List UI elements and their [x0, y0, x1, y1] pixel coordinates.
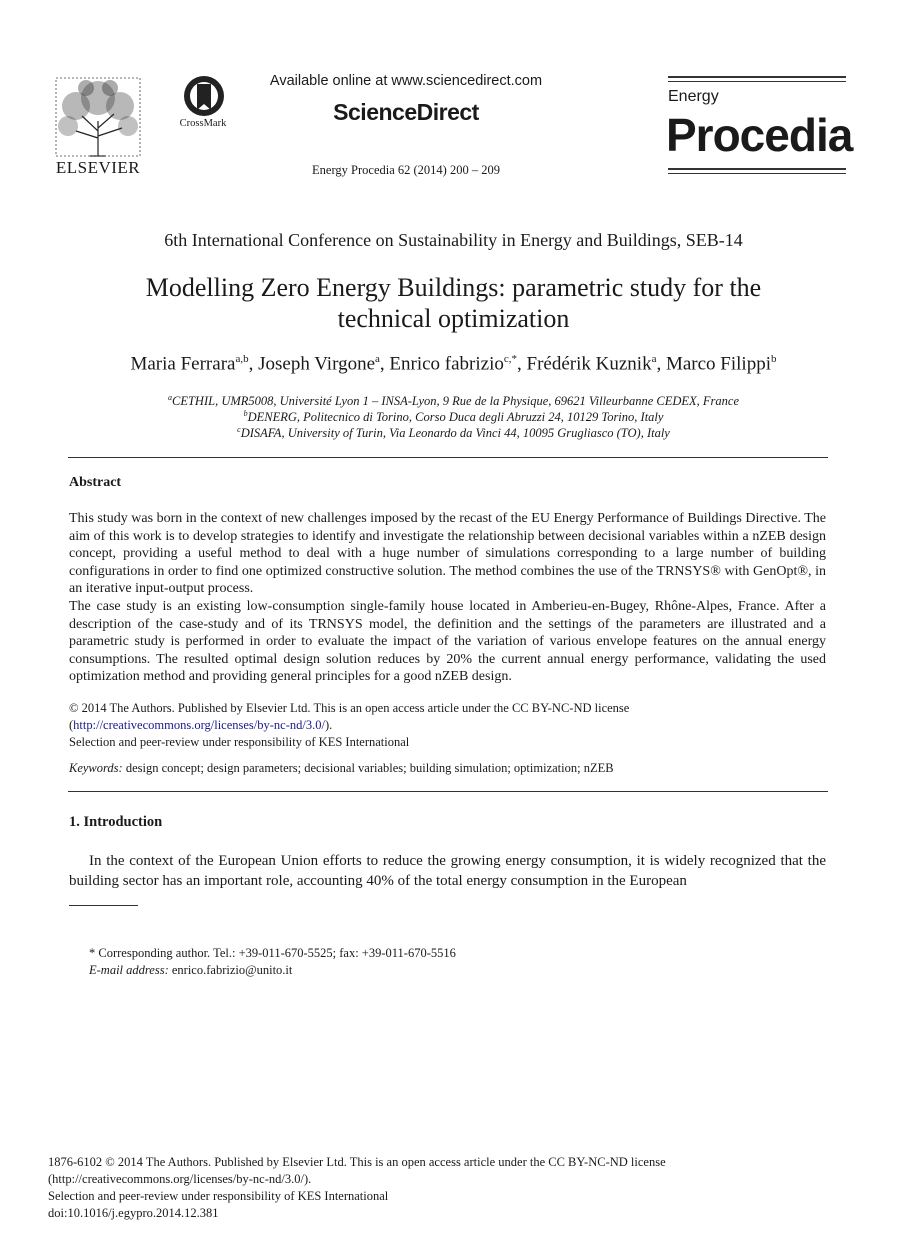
keywords-text: design concept; design parameters; decisional variables; building simulation; optimization; nZEB	[122, 761, 614, 775]
affiliation-mark: c	[237, 425, 241, 434]
author-separator: ,	[379, 353, 390, 375]
email-address[interactable]: enrico.fabrizio@unito.it	[168, 963, 293, 977]
author-name: Enrico fabrizio	[389, 353, 504, 375]
email-line	[89, 962, 456, 979]
affiliation-text: DENERG, Politecnico di Torino, Corso Duca degli Abruzzi 24, 10129 Torino, Italy	[247, 410, 664, 425]
journal-reference: Energy Procedia 62 (2014) 200 – 209	[312, 163, 500, 177]
footer-peer-review: Selection and peer-review under responsibility of KES International	[48, 1189, 389, 1203]
author-name: Frédérik Kuznik	[526, 353, 652, 375]
author-separator: ,	[248, 353, 259, 375]
email-label: E-mail address:	[89, 963, 169, 977]
footnote-rule	[69, 905, 138, 906]
license-link-line	[69, 717, 826, 734]
affiliation-text: CETHIL, UMR5008, Université Lyon 1 – INSA-Lyon, 9 Rue de la Physique, 69621 Villeurbanne CEDEX, France	[172, 394, 739, 409]
affiliation-mark: a	[168, 393, 172, 402]
license-link[interactable]: http://creativecommons.org/licenses/by-nc-nd/3.0/	[73, 718, 325, 732]
publisher-name: ELSEVIER	[55, 158, 141, 177]
issn-copyright: 1876-6102 © 2014 The Authors. Published by Elsevier Ltd. This is an open access article under the CC BY-NC-ND license	[48, 1155, 666, 1169]
page-footer	[48, 1154, 666, 1222]
author-name: Marco Filippi	[665, 353, 771, 375]
sciencedirect-logo-text[interactable]: ScienceDirect	[333, 99, 479, 125]
license-line: © 2014 The Authors. Published by Elsevier Ltd. This is an open access article under the CC BY-NC-ND license	[69, 701, 630, 715]
conference-name: 6th International Conference on Sustainability in Energy and Buildings, SEB-14	[164, 230, 743, 250]
footnote	[89, 945, 456, 979]
affiliation	[0, 425, 907, 441]
section-rule	[68, 457, 828, 458]
affiliation	[0, 409, 907, 425]
author-affiliation-mark: a,b	[235, 353, 249, 365]
author-affiliation-mark: a	[651, 353, 657, 365]
author-name: Joseph Virgone	[258, 353, 375, 375]
body-paragraph: In the context of the European Union efforts to reduce the growing energy consumption, it is widely recognized that the building sector has an important role, accounting 40% of the total energy consumption in the European	[69, 853, 826, 889]
doi[interactable]: doi:10.1016/j.egypro.2014.12.381	[48, 1206, 219, 1220]
abstract-heading: Abstract	[69, 475, 122, 490]
abstract-paragraph: The case study is an existing low-consumption single-family house located in Amberieu-en-Bugey, Rhône-Alpes, France. After a description of the case-study and of its TRNSYS model, the definition and the settings of the parameters are illustrated and a parametric study is performed in order to evaluate the impact of the variation of various envelope features on the annual energy consumptions. The resulted optimal design solution reduces by 20% the current annual energy performance, validating the used optimization method and providing general principles for a good nZEB design.	[69, 599, 826, 685]
journal-rule-bottom	[668, 168, 846, 170]
footer-license-link[interactable]: (http://creativecommons.org/licenses/by-nc-nd/3.0/).	[48, 1172, 312, 1186]
paper-title-line: technical optimization	[337, 304, 570, 333]
author-affiliation-mark: c,*	[503, 353, 518, 365]
journal-subtitle: Energy	[668, 88, 719, 105]
section-rule	[68, 791, 828, 792]
abstract-paragraph: This study was born in the context of new challenges imposed by the recast of the EU Energy Performance of Buildings Directive. The aim of this work is to develop strategies to identify and investigate the relationship between decisional variables within a nZEB design concept, providing a useful method to deal with a huge number of simulations corresponding to a large number of building configurations in order to find one optimized constructive solution. The method combines the use of the TRNSYS® with GenOpt®, in an iterative input-output process.	[69, 511, 826, 597]
affiliation	[0, 393, 907, 409]
affiliation-text: DISAFA, University of Turin, Via Leonardo da Vinci 44, 10095 Grugliasco (TO), Italy	[240, 426, 670, 441]
author-separator: ,	[517, 353, 527, 375]
keywords-label: Keywords:	[69, 761, 123, 775]
paper-title-line: Modelling Zero Energy Buildings: parametric study for the	[145, 273, 762, 302]
journal-rule-top-thin	[668, 81, 846, 82]
journal-rule-bottom-thin	[668, 173, 846, 174]
author-separator: ,	[656, 353, 666, 375]
journal-title: Procedia	[666, 109, 853, 161]
author-name: Maria Ferrara	[130, 353, 236, 375]
author-affiliation-mark: b	[771, 353, 777, 365]
keywords	[69, 760, 826, 777]
available-online-text: Available online at www.sciencedirect.com	[269, 73, 543, 89]
peer-review-line: Selection and peer-review under responsibility of KES International	[69, 735, 410, 749]
license-statement	[69, 700, 826, 751]
journal-rule-top	[668, 76, 846, 78]
paper-title	[80, 272, 827, 334]
affiliation-mark: b	[243, 409, 248, 418]
section-heading: 1. Introduction	[69, 814, 163, 830]
crossmark-label: CrossMark	[179, 118, 227, 129]
paren-open: (	[69, 718, 74, 732]
paren-close: ).	[324, 718, 333, 732]
corresponding-author: * Corresponding author. Tel.: +39-011-670-5525; fax: +39-011-670-5516	[89, 946, 456, 960]
author-affiliation-mark: a	[375, 353, 380, 365]
author-list	[0, 353, 907, 375]
